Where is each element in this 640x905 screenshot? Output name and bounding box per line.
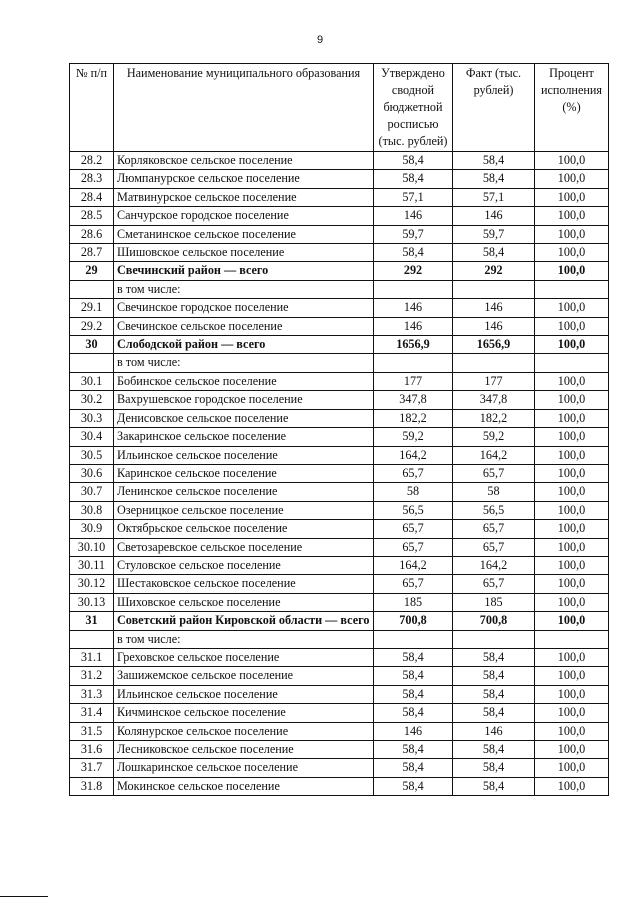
row-fact: 146	[453, 722, 535, 740]
row-number: 31	[70, 612, 114, 630]
row-percent: 100,0	[535, 446, 609, 464]
header-approved: Утверждено сводной бюджетной росписью (тыс. рублей)	[374, 64, 453, 152]
row-fact: 58,4	[453, 777, 535, 795]
row-approved: 177	[374, 372, 453, 390]
table-row	[70, 556, 609, 574]
row-percent: 100,0	[535, 483, 609, 501]
row-name: Стуловское сельское поселение	[114, 556, 374, 574]
row-name: Ильинское сельское поселение	[114, 685, 374, 703]
row-number: 30.4	[70, 428, 114, 446]
row-percent: 100,0	[535, 759, 609, 777]
row-approved	[374, 354, 453, 372]
row-percent: 100,0	[535, 741, 609, 759]
row-number	[70, 354, 114, 372]
row-percent: 100,0	[535, 336, 609, 354]
row-number: 28.5	[70, 207, 114, 225]
row-name: Советский район Кировской области — всего	[114, 612, 374, 630]
row-fact	[453, 630, 535, 648]
table-row	[70, 244, 609, 262]
row-number: 30.10	[70, 538, 114, 556]
row-number: 28.3	[70, 170, 114, 188]
row-approved: 146	[374, 722, 453, 740]
row-approved	[374, 280, 453, 298]
table-row	[70, 575, 609, 593]
table-row	[70, 648, 609, 666]
row-name: Свечинское сельское поселение	[114, 317, 374, 335]
row-name: Шестаковское сельское поселение	[114, 575, 374, 593]
row-approved: 65,7	[374, 538, 453, 556]
row-name: Мокинское сельское поселение	[114, 777, 374, 795]
table-row	[70, 299, 609, 317]
table-row	[70, 630, 609, 648]
row-name: Греховское сельское поселение	[114, 648, 374, 666]
table-row	[70, 280, 609, 298]
row-name: в том числе:	[114, 630, 374, 648]
row-name: Озерницкое сельское поселение	[114, 501, 374, 519]
row-approved: 58,4	[374, 777, 453, 795]
table-row	[70, 483, 609, 501]
row-number: 31.4	[70, 704, 114, 722]
row-approved: 347,8	[374, 391, 453, 409]
row-name: Колянурское сельское поселение	[114, 722, 374, 740]
table-row	[70, 685, 609, 703]
row-approved: 58	[374, 483, 453, 501]
row-number: 31.1	[70, 648, 114, 666]
row-fact: 58,4	[453, 170, 535, 188]
table-row	[70, 520, 609, 538]
row-name: Зашижемское сельское поселение	[114, 667, 374, 685]
header-percent: Процент исполнения (%)	[535, 64, 609, 152]
row-percent: 100,0	[535, 593, 609, 611]
row-percent: 100,0	[535, 464, 609, 482]
row-percent: 100,0	[535, 244, 609, 262]
row-fact: 65,7	[453, 538, 535, 556]
table-row	[70, 428, 609, 446]
row-number: 30.3	[70, 409, 114, 427]
row-number	[70, 280, 114, 298]
row-number: 30.9	[70, 520, 114, 538]
row-number: 30.13	[70, 593, 114, 611]
row-approved: 164,2	[374, 556, 453, 574]
row-number: 28.4	[70, 188, 114, 206]
row-approved: 58,4	[374, 759, 453, 777]
header-fact: Факт (тыс. рублей)	[453, 64, 535, 152]
row-name: Шишовское сельское поселение	[114, 244, 374, 262]
row-percent: 100,0	[535, 299, 609, 317]
row-number: 30.7	[70, 483, 114, 501]
row-fact: 65,7	[453, 464, 535, 482]
row-number: 29.1	[70, 299, 114, 317]
row-name: Люмпанурское сельское поселение	[114, 170, 374, 188]
table-row	[70, 464, 609, 482]
row-fact: 292	[453, 262, 535, 280]
row-name: Каринское сельское поселение	[114, 464, 374, 482]
row-percent: 100,0	[535, 317, 609, 335]
row-approved: 58,4	[374, 648, 453, 666]
row-name: Ленинское сельское поселение	[114, 483, 374, 501]
row-fact: 177	[453, 372, 535, 390]
table-row	[70, 667, 609, 685]
row-percent: 100,0	[535, 538, 609, 556]
table-body	[70, 152, 609, 796]
row-fact: 164,2	[453, 446, 535, 464]
row-fact: 58,4	[453, 741, 535, 759]
row-fact: 146	[453, 207, 535, 225]
row-percent: 100,0	[535, 704, 609, 722]
row-percent: 100,0	[535, 575, 609, 593]
row-approved: 65,7	[374, 520, 453, 538]
row-percent: 100,0	[535, 152, 609, 170]
table-row	[70, 372, 609, 390]
table-row	[70, 354, 609, 372]
row-approved: 292	[374, 262, 453, 280]
row-approved: 58,4	[374, 741, 453, 759]
row-name: Денисовское сельское поселение	[114, 409, 374, 427]
table-row	[70, 317, 609, 335]
row-number: 31.8	[70, 777, 114, 795]
row-fact: 58	[453, 483, 535, 501]
row-approved: 65,7	[374, 464, 453, 482]
row-number: 28.2	[70, 152, 114, 170]
row-fact: 59,7	[453, 225, 535, 243]
row-name: Шиховское сельское поселение	[114, 593, 374, 611]
table-row	[70, 391, 609, 409]
row-fact: 58,4	[453, 152, 535, 170]
row-number: 30	[70, 336, 114, 354]
table-row	[70, 777, 609, 795]
row-approved: 146	[374, 317, 453, 335]
table-row	[70, 188, 609, 206]
row-percent: 100,0	[535, 207, 609, 225]
row-name: Закаринское сельское поселение	[114, 428, 374, 446]
row-approved: 164,2	[374, 446, 453, 464]
row-percent: 100,0	[535, 501, 609, 519]
row-name: Лесниковское сельское поселение	[114, 741, 374, 759]
row-name: Матвинурское сельское поселение	[114, 188, 374, 206]
row-name: Светозаревское сельское поселение	[114, 538, 374, 556]
table-row	[70, 722, 609, 740]
table-row	[70, 225, 609, 243]
row-percent	[535, 630, 609, 648]
table-row	[70, 262, 609, 280]
row-fact: 347,8	[453, 391, 535, 409]
row-percent: 100,0	[535, 225, 609, 243]
row-fact: 58,4	[453, 685, 535, 703]
row-number: 30.2	[70, 391, 114, 409]
row-number: 30.11	[70, 556, 114, 574]
row-number: 30.1	[70, 372, 114, 390]
table-row	[70, 207, 609, 225]
row-percent: 100,0	[535, 648, 609, 666]
row-name: Октябрьское сельское поселение	[114, 520, 374, 538]
row-number: 29.2	[70, 317, 114, 335]
row-percent: 100,0	[535, 685, 609, 703]
row-percent: 100,0	[535, 409, 609, 427]
row-fact	[453, 280, 535, 298]
row-percent: 100,0	[535, 520, 609, 538]
row-fact: 65,7	[453, 520, 535, 538]
row-fact: 146	[453, 299, 535, 317]
table-row	[70, 501, 609, 519]
row-percent: 100,0	[535, 428, 609, 446]
row-number: 30.12	[70, 575, 114, 593]
row-name: Слободской район — всего	[114, 336, 374, 354]
row-number: 31.7	[70, 759, 114, 777]
row-approved: 59,7	[374, 225, 453, 243]
table-row	[70, 741, 609, 759]
row-percent: 100,0	[535, 556, 609, 574]
row-fact: 58,4	[453, 244, 535, 262]
row-percent: 100,0	[535, 777, 609, 795]
row-name: в том числе:	[114, 280, 374, 298]
header-name: Наименование муниципального образования	[114, 64, 374, 152]
row-name: Кичминское сельское поселение	[114, 704, 374, 722]
row-name: Сметанинское сельское поселение	[114, 225, 374, 243]
row-fact: 58,4	[453, 759, 535, 777]
row-approved: 58,4	[374, 152, 453, 170]
row-approved: 58,4	[374, 170, 453, 188]
row-percent: 100,0	[535, 612, 609, 630]
row-number: 28.7	[70, 244, 114, 262]
footer-rule	[0, 896, 48, 897]
table-header-row	[70, 64, 609, 152]
row-approved: 182,2	[374, 409, 453, 427]
row-name: Санчурское городское поселение	[114, 207, 374, 225]
row-name: Ильинское сельское поселение	[114, 446, 374, 464]
row-percent: 100,0	[535, 170, 609, 188]
row-number: 31.2	[70, 667, 114, 685]
table-row	[70, 409, 609, 427]
row-approved: 146	[374, 207, 453, 225]
row-percent: 100,0	[535, 391, 609, 409]
row-number: 28.6	[70, 225, 114, 243]
header-num: № п/п	[70, 64, 114, 152]
row-approved: 185	[374, 593, 453, 611]
row-number: 31.5	[70, 722, 114, 740]
table-row	[70, 612, 609, 630]
table-row	[70, 170, 609, 188]
row-number: 31.6	[70, 741, 114, 759]
row-approved: 58,4	[374, 667, 453, 685]
row-fact: 164,2	[453, 556, 535, 574]
row-name: Свечинский район — всего	[114, 262, 374, 280]
row-approved: 1656,9	[374, 336, 453, 354]
row-number: 31.3	[70, 685, 114, 703]
budget-table	[69, 63, 609, 796]
row-name: Свечинское городское поселение	[114, 299, 374, 317]
row-name: в том числе:	[114, 354, 374, 372]
row-percent: 100,0	[535, 262, 609, 280]
row-fact: 58,4	[453, 648, 535, 666]
row-fact: 65,7	[453, 575, 535, 593]
row-fact	[453, 354, 535, 372]
row-fact: 700,8	[453, 612, 535, 630]
row-approved: 58,4	[374, 704, 453, 722]
table-row	[70, 446, 609, 464]
row-fact: 58,4	[453, 667, 535, 685]
row-percent: 100,0	[535, 372, 609, 390]
row-approved: 700,8	[374, 612, 453, 630]
row-approved: 146	[374, 299, 453, 317]
row-approved: 56,5	[374, 501, 453, 519]
row-name: Корляковское сельское поселение	[114, 152, 374, 170]
row-approved	[374, 630, 453, 648]
row-percent	[535, 354, 609, 372]
row-number: 30.5	[70, 446, 114, 464]
row-number: 29	[70, 262, 114, 280]
table-row	[70, 152, 609, 170]
row-approved: 59,2	[374, 428, 453, 446]
row-number	[70, 630, 114, 648]
row-fact: 182,2	[453, 409, 535, 427]
row-number: 30.8	[70, 501, 114, 519]
row-name: Вахрушевское городское поселение	[114, 391, 374, 409]
row-approved: 65,7	[374, 575, 453, 593]
table-row	[70, 759, 609, 777]
row-percent: 100,0	[535, 667, 609, 685]
table-row	[70, 538, 609, 556]
row-approved: 57,1	[374, 188, 453, 206]
row-name: Лошкаринское сельское поселение	[114, 759, 374, 777]
page-number: 9	[316, 34, 324, 46]
row-fact: 58,4	[453, 704, 535, 722]
row-percent	[535, 280, 609, 298]
row-number: 30.6	[70, 464, 114, 482]
row-name: Бобинское сельское поселение	[114, 372, 374, 390]
row-fact: 1656,9	[453, 336, 535, 354]
row-fact: 57,1	[453, 188, 535, 206]
row-percent: 100,0	[535, 188, 609, 206]
row-percent: 100,0	[535, 722, 609, 740]
row-fact: 185	[453, 593, 535, 611]
row-approved: 58,4	[374, 244, 453, 262]
table-row	[70, 704, 609, 722]
table-row	[70, 336, 609, 354]
row-fact: 146	[453, 317, 535, 335]
table-row	[70, 593, 609, 611]
row-approved: 58,4	[374, 685, 453, 703]
row-fact: 59,2	[453, 428, 535, 446]
row-fact: 56,5	[453, 501, 535, 519]
